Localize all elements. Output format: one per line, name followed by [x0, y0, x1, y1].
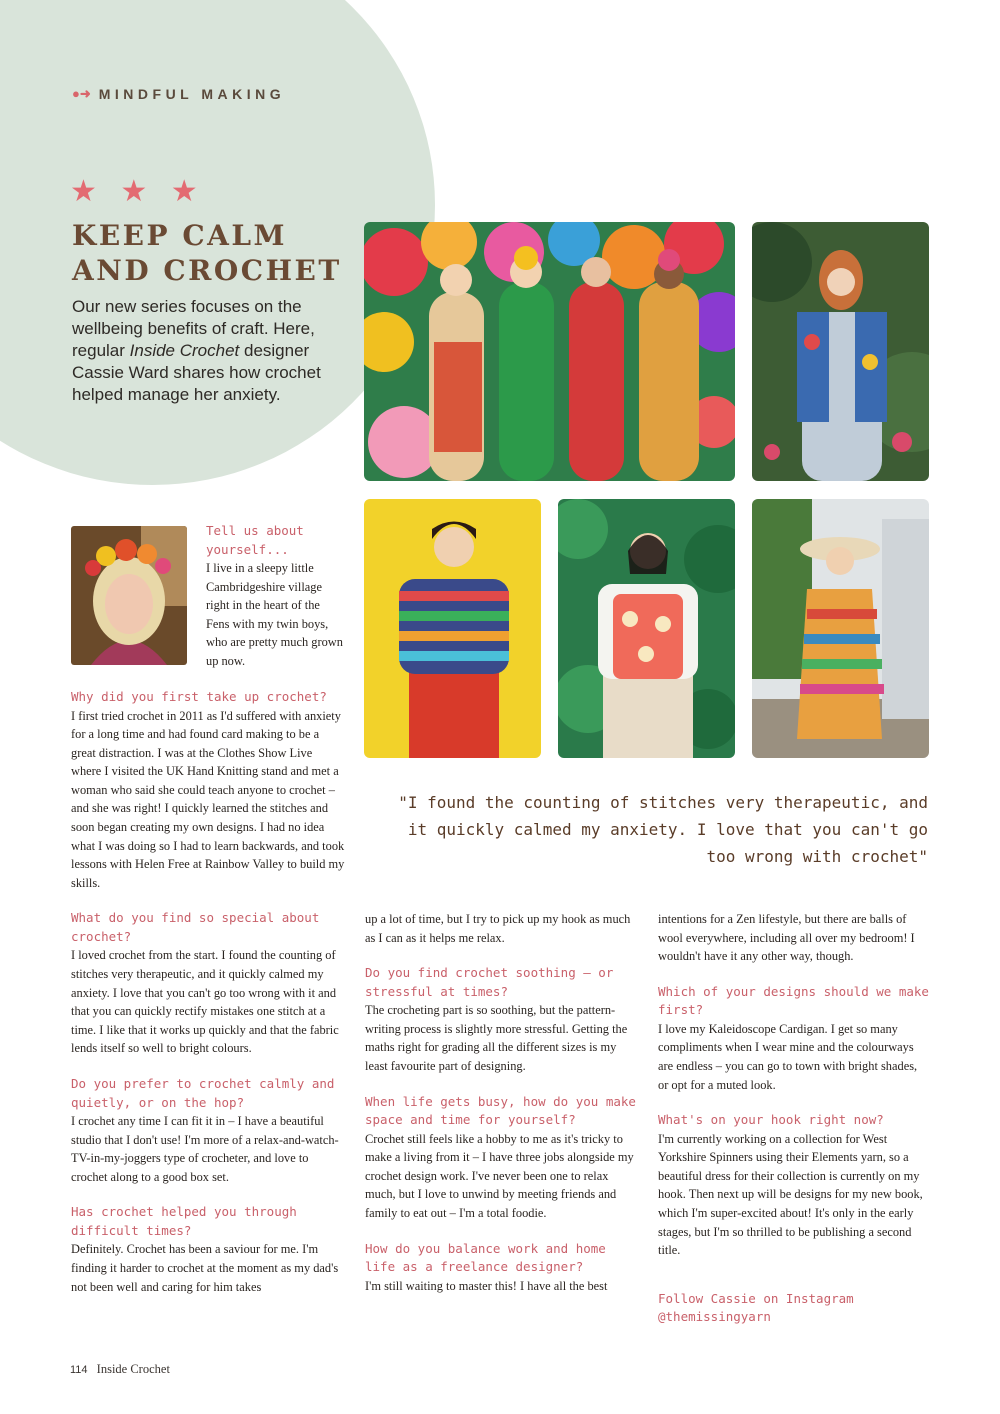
- question-soothing: Do you find crochet soothing – or stressful at times?: [365, 965, 614, 999]
- answer-life-busy: Crochet still feels like a hobby to me as it's tricky to make a living from it – I have three jobs alongside my crochet design work. I've never been one to relax much, but I love to unwind by meeting friends and family to eat out – I'm a total foodie.: [365, 1131, 634, 1220]
- kicker-label: MINDFUL MAKING: [98, 86, 286, 102]
- three-star-icons: ★ ★ ★: [70, 175, 206, 208]
- answer-difficult-times: Definitely. Crochet has been a saviour for me. I'm finding it harder to crochet at the moment as my dad's not been well and caring for him takes: [71, 1242, 339, 1294]
- pull-quote: "I found the counting of stitches very therapeutic, and it quickly calmed my anxiety. I love that you can't go too wrong with crochet": [398, 793, 928, 866]
- question-first-take-up: Why did you first take up crochet?: [71, 689, 327, 704]
- striped-jumper-photo: [364, 499, 541, 758]
- instagram-handle-link[interactable]: @themissingyarn: [658, 1309, 771, 1325]
- page-title: [72, 218, 342, 288]
- page-number: 114: [70, 1364, 88, 1376]
- question-calmly: Do you prefer to crochet calmly and quietly, or on the hop?: [71, 1076, 335, 1110]
- cardigan-photo: [752, 222, 929, 481]
- question-special: What do you find so special about crochet?: [71, 910, 320, 944]
- question-balance: How do you balance work and home life as a freelance designer?: [365, 1240, 606, 1275]
- title-line-2: AND CROCHET: [72, 254, 342, 287]
- page-footer: [70, 1362, 170, 1377]
- standfirst: [72, 296, 342, 406]
- answer-special: I loved crochet from the start. I found the counting of stitches very therapeutic, and it quickly calmed my anxiety. I love that you can't go too wrong with it and that you can quickly rectify mistakes one stitch at a time. I like that it works up quickly and that the fabric lends itself so well to bright colours.: [71, 948, 339, 1056]
- title-line-1: KEEP CALM: [72, 219, 288, 252]
- question-on-hook: What's on your hook right now?: [658, 1112, 884, 1128]
- standfirst-part-1: Our new series focuses on the wellbeing benefits of craft. Here, regular: [72, 297, 315, 360]
- question-difficult-times: Has crochet helped you through difficult times?: [71, 1204, 297, 1238]
- magazine-title: Inside Crochet: [96, 1362, 170, 1376]
- standfirst-part-2: designer Cassie Ward shares how crochet helped manage her anxiety.: [72, 341, 321, 404]
- column-2: [365, 910, 637, 1295]
- column-3: [658, 910, 930, 1327]
- cassie-avatar: [71, 526, 187, 665]
- intro-question: Tell us about yourself...: [206, 523, 304, 557]
- answer-first-take-up: I first tried crochet in 2011 as I'd suffered with anxiety for a long time and had found card making to be a great distraction. I was at the Clothes Show Live where I visited the UK Hand Knitting stand and met a woman who said she could teach anyone to crochet – and she was right! I quickly learned the stitches and soon began creating my own designs. I had no idea what I was doing so I had to learn backwards, and took lessons with Helen Free at Rainbow Valley to build my skills.: [71, 708, 345, 890]
- question-life-busy: When life gets busy, how do you make space and time for yourself?: [365, 1093, 636, 1128]
- arrow-icon: ●➜: [72, 86, 91, 101]
- answer-on-hook: I'm currently working on a collection for West Yorkshire Spinners using their Elements yarn, so a beautiful dress for their collection is currently on my hook. Then next up will be designs for my new book, which I'm super-excited about! It's only in the early stages, but I'm so thrilled to be publishing a second title.: [658, 1131, 923, 1258]
- answer-soothing: The crocheting part is so soothing, but the pattern-writing process is slightly more stressful. Getting the maths right for grading all the different sizes is my least favourite part of designing.: [365, 1003, 628, 1073]
- section-kicker: [72, 86, 285, 102]
- follow-instagram-label: Follow Cassie on Instagram: [658, 1290, 854, 1306]
- answer-designs-first: I love my Kaleidoscope Cardigan. I get so many compliments when I wear mine and the colourways are endless – you can go to town with bright shades, or opt for a muted look.: [658, 1021, 918, 1092]
- column-2-lead: up a lot of time, but I try to pick up my hook as much as I can as it helps me relax.: [365, 912, 631, 945]
- magazine-name: Inside Crochet: [129, 341, 240, 360]
- column-1: [71, 688, 345, 1296]
- hat-dress-photo: [752, 499, 929, 758]
- answer-calmly: I crochet any time I can fit it in – I have a beautiful studio that I don't use! I'm more of a relax-and-watch-TV-in-my-joggers type of crocheter, and love to crochet along to a good box set.: [71, 1114, 339, 1184]
- answer-balance: I'm still waiting to master this! I have all the best: [365, 1278, 608, 1293]
- intro-qa: [206, 522, 346, 671]
- group-photo: [364, 222, 735, 481]
- intro-answer: I live in a sleepy little Cambridgeshire village right in the heart of the Fens with my twin boys, who are pretty much grown up now.: [206, 561, 343, 668]
- flower-top-photo: [558, 499, 735, 758]
- column-3-lead: intentions for a Zen lifestyle, but there are balls of wool everywhere, including all over my bedroom! I wouldn't have it any other way, though.: [658, 912, 915, 964]
- question-designs-first: Which of your designs should we make first?: [658, 983, 929, 1018]
